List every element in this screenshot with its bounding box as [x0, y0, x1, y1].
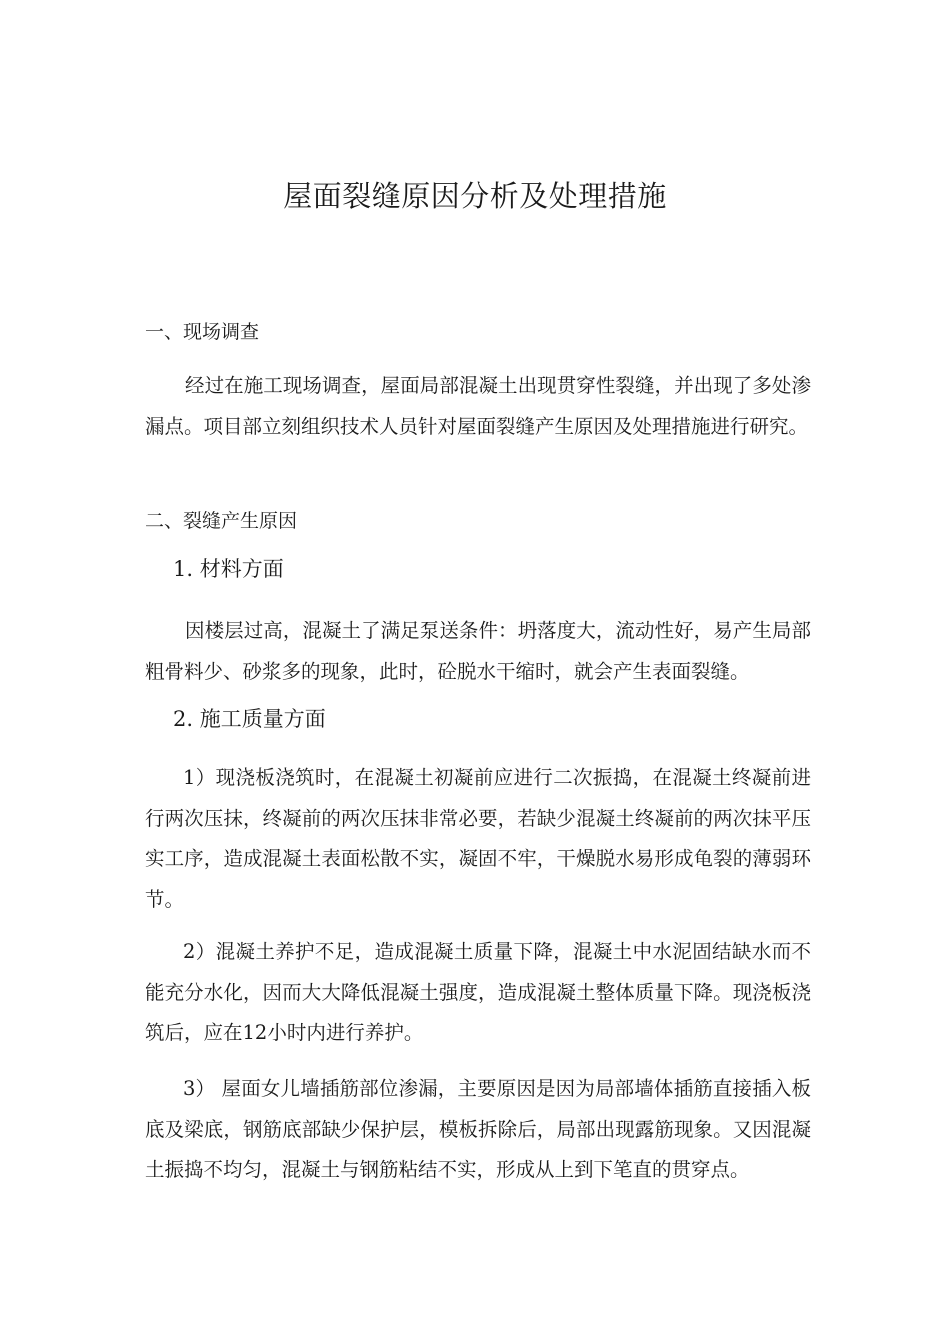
paragraph-text: 3） 屋面女儿墙插筋部位渗漏，主要原因是因为局部墙体插筋直接插入板底及梁底，钢筋底部缺少保护层，模板拆除后，局部出现露筋现象。又因混凝土振捣不均匀，混凝土与钢筋粘结不实，形成从上到下笔直的贯穿点。: [145, 1077, 811, 1181]
paragraph-item-2: [145, 932, 811, 1054]
paragraph-text: 经过在施工现场调查，屋面局部混凝土出现贯穿性裂缝，并出现了多处渗漏点。项目部立刻组织技术人员针对屋面裂缝产生原因及处理措施进行研究。: [145, 374, 811, 438]
subsection-heading-materials: 1. 材料方面: [173, 557, 284, 581]
paragraph-text: 因楼层过高，混凝土了满足泵送条件：坍落度大，流动性好，易产生局部粗骨料少、砂浆多的现象，此时，砼脱水干缩时，就会产生表面裂缝。: [145, 619, 811, 683]
document-title: 屋面裂缝原因分析及处理措施: [283, 179, 667, 213]
paragraph-item-1: [145, 758, 811, 920]
paragraph-item-3: [145, 1069, 811, 1191]
paragraph-text: 2）混凝土养护不足，造成混凝土质量下降，混凝土中水泥固结缺水而不能充分水化，因而大大降低混凝土强度，造成混凝土整体质量下降。现浇板浇筑后，应在12小时内进行养护。: [145, 940, 811, 1044]
section-heading-site-survey: 一、现场调查: [145, 321, 260, 343]
subsection-heading-construction-quality: 2. 施工质量方面: [173, 707, 326, 731]
paragraph-site-survey: [145, 366, 811, 447]
paragraph-materials: [145, 611, 811, 692]
paragraph-text: 1）现浇板浇筑时，在混凝土初凝前应进行二次振捣，在混凝土终凝前进行两次压抹，终凝前的两次压抹非常必要，若缺少混凝土终凝前的两次抹平压实工序，造成混凝土表面松散不实，凝固不牢，干燥脱水易形成龟裂的薄弱环节。: [145, 766, 811, 911]
section-heading-crack-causes: 二、裂缝产生原因: [145, 510, 298, 532]
